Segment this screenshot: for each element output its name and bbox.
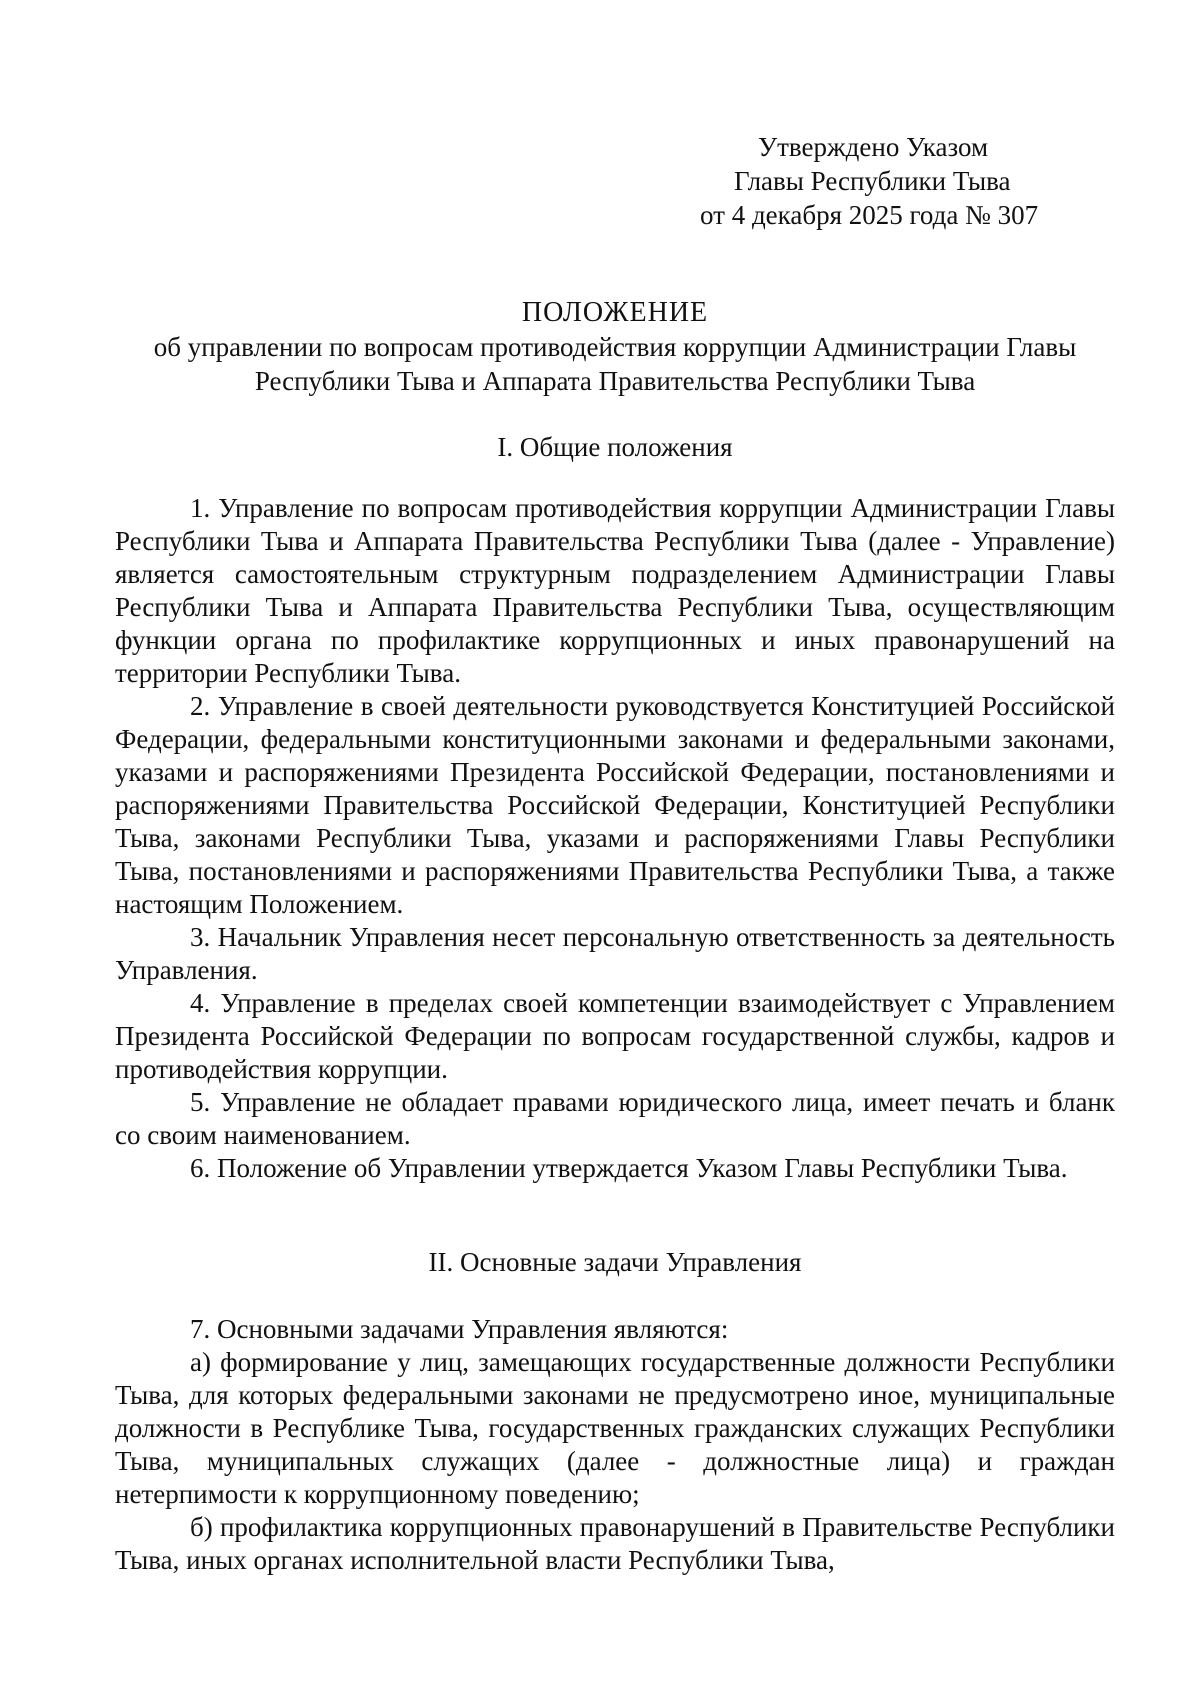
section-2-heading: II. Основные задачи Управления [428, 1247, 802, 1277]
document-subtitle-line-1: об управлении по вопросам противодействия коррупции Администрации Главы [153, 332, 1077, 362]
paragraph-6: 6. Положение об Управлении утверждается Указом Главы Республики Тыва. [190, 1153, 1068, 1183]
section-1-heading: I. Общие положения [497, 432, 733, 462]
paragraph-7a: а) формирование у лиц, замещающих государственные должности Республики Тыва, для которых федеральными законами не предусмотрено иное, муниципальные должности в Республике Тыва, государственных гражданских служащих Республики Тыва, муниципальных служащих (далее - должностные лица) и граждан нетерпимости к коррупционному поведению; [115, 1347, 1115, 1509]
paragraph-7: 7. Основными задачами Управления являются: [190, 1314, 729, 1344]
paragraph-3: 3. Начальник Управления несет персональную ответственность за деятельность Управления. [115, 922, 1115, 985]
paragraph-7b: б) профилактика коррупционных правонарушений в Правительстве Республики Тыва, иных органах исполнительной власти Республики Тыва, [115, 1512, 1115, 1575]
paragraph-4: 4. Управление в пределах своей компетенции взаимодействует с Управлением Президента Российской Федерации по вопросам государственной службы, кадров и противодействия коррупции. [115, 988, 1115, 1084]
section-2-body [115, 1313, 1115, 1577]
paragraph-5: 5. Управление не обладает правами юридического лица, имеет печать и бланк со своим наименованием. [115, 1087, 1115, 1150]
approval-line-3: от 4 декабря 2025 года № 307 [700, 200, 1039, 230]
approval-line-1: Утверждено Указом [758, 132, 989, 162]
paragraph-2: 2. Управление в своей деятельности руководствуется Конституцией Российской Федерации, федеральными конституционными законами и федеральными законами, указами и распоряжениями Президента Российской Федерации, постановлениями и распоряжениями Правительства Российской Федерации, Конституцией Республики Тыва, законами Республики Тыва, указами и распоряжениями Главы Республики Тыва, постановлениями и распоряжениями Правительства Республики Тыва, а также настоящим Положением. [115, 691, 1115, 919]
section-1-body [115, 492, 1115, 1185]
document-title-block [115, 296, 1115, 398]
approval-stamp [700, 130, 1120, 232]
paragraph-1: 1. Управление по вопросам противодействия коррупции Администрации Главы Республики Тыва и Аппарата Правительства Республики Тыва (далее - Управление) является самостоятельным структурным подразделением Администрации Главы Республики Тыва и Аппарата Правительства Республики Тыва, осуществляющим функции органа по профилактике коррупционных и иных правонарушений на территории Республики Тыва. [115, 493, 1115, 688]
document-subtitle-line-2: Республики Тыва и Аппарата Правительства Республики Тыва [254, 366, 976, 396]
document-title: ПОЛОЖЕНИЕ [521, 297, 709, 328]
approval-line-2: Главы Республики Тыва [734, 166, 1011, 196]
